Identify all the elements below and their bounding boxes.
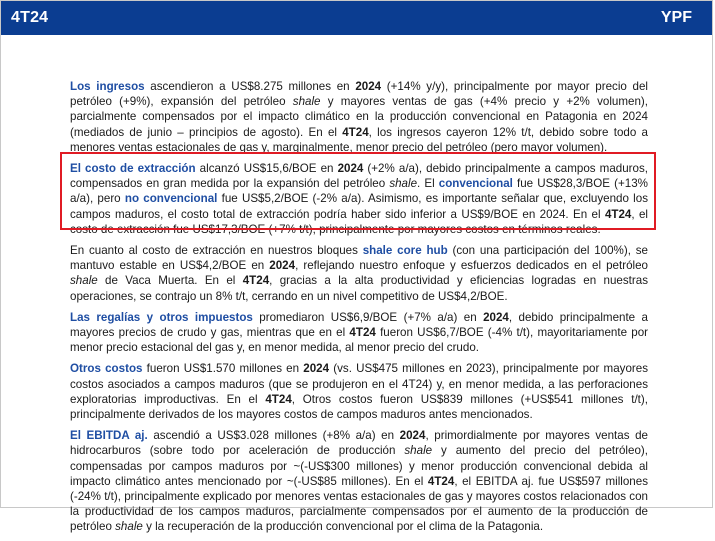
text-segment: , Otros costos fueron US$839 millones (+US$541 millones t/t), principalmente derivados de los mayores costos de campos maduros antes mencionados. bbox=[70, 392, 648, 422]
text-segment: fue US$5,2/BOE (-2% a/a). Asimismo, es importante señalar que, excluyendo los campos maduros, el costo total de extracción podría haber sido inferior a US$9/BOE en 2024. En el bbox=[70, 192, 648, 221]
bold-text: 4T24 bbox=[342, 125, 369, 139]
text-segment: (con una participación del 100%), se mantuvo estable en US$4,2/BOE en bbox=[70, 244, 648, 273]
text-segment: fueron US$1.570 millones en bbox=[142, 362, 304, 376]
document-body bbox=[70, 79, 648, 541]
text-segment: , el EBITDA aj. fue US$597 millones (-24% t/t), principalmente explicado por menores ventas estacionales de gas y mayores costos relacionados con la productividad de los campos maduros, parcialmente compensados por el aumento de la producción de petróleo bbox=[70, 474, 649, 534]
bold-text: 2024 bbox=[483, 310, 509, 324]
bold-text: 2024 bbox=[337, 162, 364, 176]
keyword-term: shale core hub bbox=[362, 244, 448, 258]
text-segment: (vs. US$475 millones en 2023), principalmente por mayores costos asociados a campos maduros (que se produjeron en el 4T24) y, en menor medida, a las perforaciones exploratorias improductivas. En el bbox=[70, 362, 649, 406]
paragraph bbox=[70, 428, 648, 534]
bold-text: 2024 bbox=[303, 362, 330, 376]
bold-text: 2024 bbox=[399, 429, 426, 443]
brand-logo-text: YPF bbox=[660, 9, 692, 26]
bold-text: 4T24 bbox=[604, 207, 632, 221]
text-segment: ascendieron a US$8.275 millones en bbox=[144, 80, 356, 93]
bold-text: 4T24 bbox=[242, 274, 270, 288]
text-segment: y mayores ventas de gas (+4% precio y +2% volumen), parcialmente compensados por el impacto climático en la producción convencional en Patagonia en 2024 (mediados de junio – principios de agosto). En el bbox=[70, 95, 649, 139]
text-segment: (+14% y/y), principalmente por mayor precio del petróleo (+9%), expansión del petróleo bbox=[70, 80, 649, 109]
keyword-term: convencional bbox=[438, 177, 513, 191]
text-segment: fueron US$6,7/BOE (-4% t/t), mayoritariamente por menor precio estacional del gas y, en menor medida, al menor precio del crudo. bbox=[70, 326, 649, 355]
period-label: 4T24 bbox=[11, 9, 49, 26]
text-segment: , el costo de extracción fue US$17,3/BOE (+7% t/t), principalmente por mayores costos en términos reales. bbox=[70, 207, 648, 236]
paragraph bbox=[70, 310, 648, 356]
text-segment: y la recuperación de la producción convencional por el clima de la Patagonia. bbox=[142, 520, 544, 534]
text-segment: , gracias a la alta productividad y eficiencias logradas en nuestras operaciones, se contrajo un 8% t/t, cerrando en un nivel competitivo de US$4,2/BOE. bbox=[70, 274, 649, 303]
paragraph bbox=[70, 79, 648, 155]
keyword-term: Los ingresos bbox=[70, 80, 145, 93]
keyword-term: El costo de extracción bbox=[70, 162, 196, 176]
text-segment: , reflejando nuestro enfoque y esfuerzos dedicados en el petróleo bbox=[295, 259, 648, 273]
paragraph-highlighted bbox=[70, 161, 648, 237]
bold-text: 2024 bbox=[269, 259, 296, 273]
text-segment: (+2% a/a), debido principalmente a campos maduros, compensados en gran medida por la expansión del petróleo bbox=[70, 162, 648, 191]
text-segment: , primordialmente por mayores ventas de hidrocarburos (sobre todo por aceleración de producción bbox=[70, 429, 648, 458]
text-segment: , debido principalmente a mayores precios de crudo y gas, mientras que en el bbox=[70, 310, 648, 340]
text-segment: promediaron US$6,9/BOE (+7% a/a) en bbox=[252, 310, 484, 324]
bold-text: 4T24 bbox=[265, 392, 292, 406]
paragraph bbox=[70, 361, 648, 422]
keyword-term: El EBITDA aj. bbox=[70, 429, 148, 443]
text-segment: alcanzó US$15,6/BOE en bbox=[195, 162, 338, 176]
bold-text: 4T24 bbox=[349, 326, 376, 340]
text-segment: . El bbox=[417, 177, 439, 191]
italic-text: shale bbox=[404, 444, 433, 458]
italic-text: shale bbox=[292, 95, 321, 109]
bold-text: 2024 bbox=[355, 80, 382, 93]
keyword-term: Otros costos bbox=[70, 362, 143, 376]
keyword-term: Las regalías y otros impuestos bbox=[70, 310, 253, 324]
paragraph bbox=[70, 243, 648, 304]
text-segment: ascendió a US$3.028 millones (+8% a/a) en bbox=[147, 429, 400, 443]
header-bar bbox=[1, 1, 712, 35]
text-segment: fue US$28,3/BOE (+13% a/a), pero bbox=[70, 177, 648, 206]
italic-text: shale bbox=[115, 520, 143, 534]
keyword-term: no convencional bbox=[124, 192, 218, 206]
italic-text: shale bbox=[389, 177, 418, 191]
italic-text: shale bbox=[70, 274, 98, 288]
bold-text: 4T24 bbox=[427, 474, 455, 488]
text-segment: , los ingresos cayeron 12% t/t, debido sobre todo a menores ventas estacionales de gas y, marginalmente, menor precio del petróleo (pero mayor volumen). bbox=[70, 125, 648, 154]
text-segment: y aumento del precio del petróleo), compensadas por campos maduros por ~(-US$300 millones) y menor producción convencional debida al impacto climático antes mencionado por ~(-US$85 millones). En el bbox=[70, 444, 648, 488]
text-segment: En cuanto al costo de extracción en nuestros bloques bbox=[70, 244, 363, 258]
text-segment: de Vaca Muerta. En el bbox=[97, 274, 243, 288]
